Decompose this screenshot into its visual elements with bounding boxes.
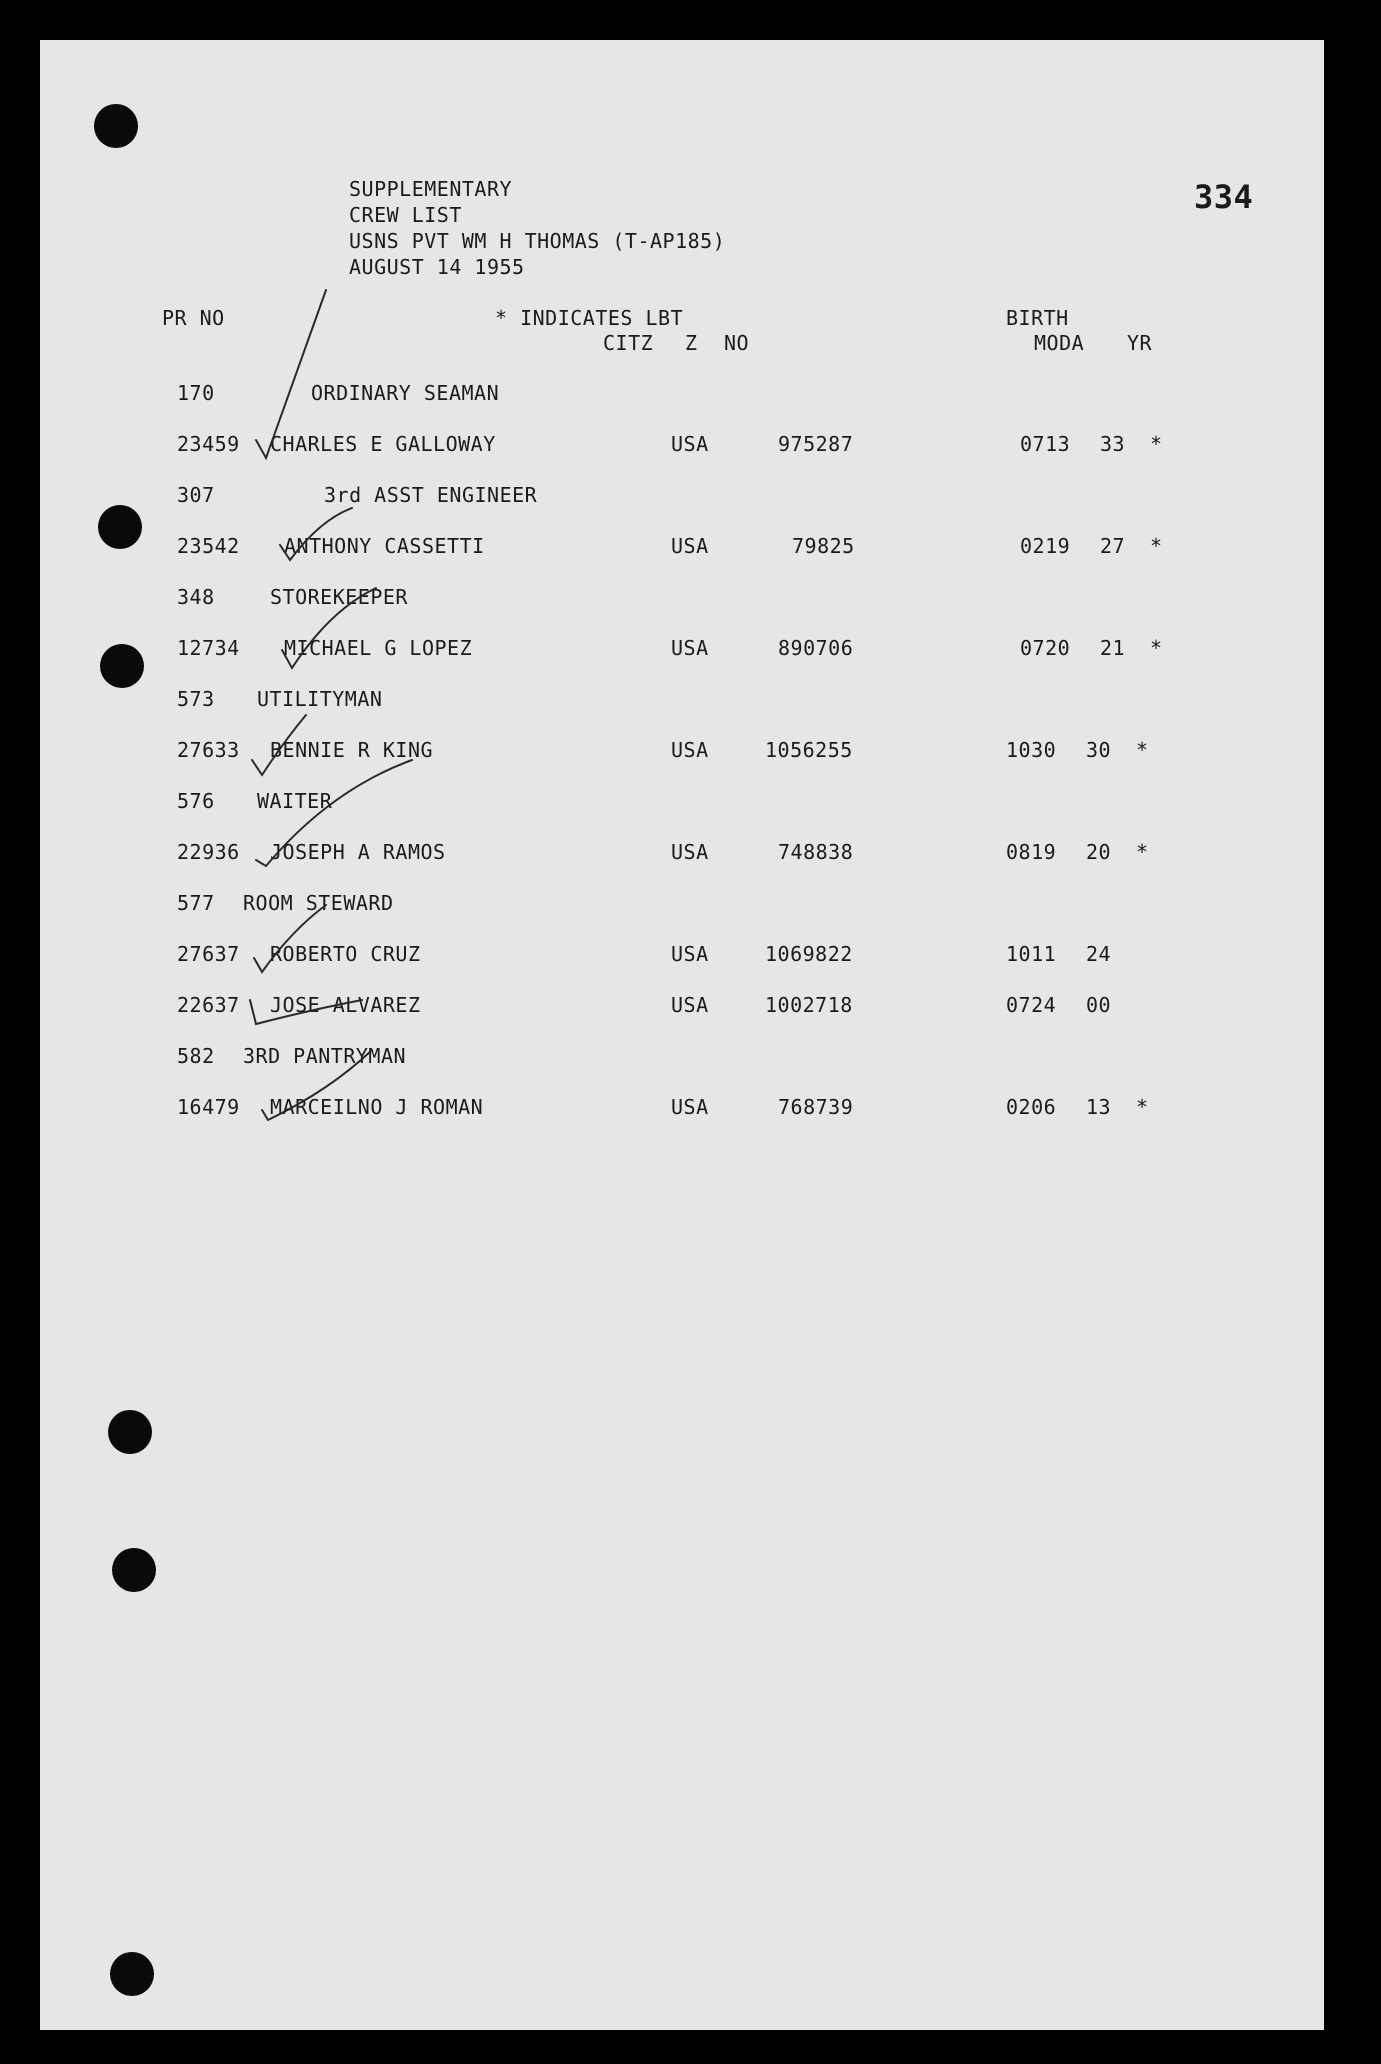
section-code: 573 [177, 687, 215, 711]
citizenship: USA [671, 432, 709, 456]
crew-name: JOSEPH A RAMOS [270, 840, 446, 864]
crew-row [0, 942, 1381, 972]
z-number: 1056255 [765, 738, 853, 762]
citizenship: USA [671, 738, 709, 762]
crew-row [0, 432, 1381, 462]
crew-name: ANTHONY CASSETTI [284, 534, 485, 558]
lbt-mark: * [1150, 636, 1163, 660]
section-title: 3rd ASST ENGINEER [324, 483, 538, 507]
section-title: 3RD PANTRYMAN [243, 1044, 407, 1068]
crew-name: MICHAEL G LOPEZ [284, 636, 473, 660]
header-line-3: USNS PVT WM H THOMAS (T-AP185) [349, 229, 726, 253]
lbt-mark: * [1150, 534, 1163, 558]
section-row [0, 585, 1381, 615]
section-code: 170 [177, 381, 215, 405]
section-title: ROOM STEWARD [243, 891, 394, 915]
pr-number: 27637 [177, 942, 240, 966]
crew-row [0, 1095, 1381, 1125]
pr-number: 12734 [177, 636, 240, 660]
crew-row [0, 738, 1381, 768]
birth-yr: 33 [1100, 432, 1126, 456]
section-title: WAITER [257, 789, 333, 813]
z-number: 79825 [792, 534, 855, 558]
birth-moda: 0819 [1006, 840, 1057, 864]
section-row [0, 789, 1381, 819]
section-code: 348 [177, 585, 215, 609]
citizenship: USA [671, 993, 709, 1017]
z-number: 890706 [778, 636, 854, 660]
col-pr-no: PR NO [162, 306, 225, 330]
citizenship: USA [671, 942, 709, 966]
z-number: 768739 [778, 1095, 854, 1119]
citizenship: USA [671, 840, 709, 864]
punch-hole [110, 1952, 154, 1996]
birth-yr: 21 [1100, 636, 1126, 660]
section-row [0, 1044, 1381, 1074]
section-code: 582 [177, 1044, 215, 1068]
birth-yr: 20 [1086, 840, 1112, 864]
section-row [0, 687, 1381, 717]
birth-yr: 24 [1086, 942, 1112, 966]
crew-row [0, 840, 1381, 870]
crew-name: BENNIE R KING [270, 738, 434, 762]
crew-name: JOSE ALVAREZ [270, 993, 421, 1017]
col-no: NO [724, 331, 750, 355]
pr-number: 22936 [177, 840, 240, 864]
birth-moda: 1030 [1006, 738, 1057, 762]
pr-number: 22637 [177, 993, 240, 1017]
section-row [0, 483, 1381, 513]
page-number: 334 [1194, 178, 1254, 216]
col-indicates-lbt: * INDICATES LBT [495, 306, 684, 330]
col-yr: YR [1127, 331, 1153, 355]
col-moda: MODA [1034, 331, 1085, 355]
birth-moda: 0724 [1006, 993, 1057, 1017]
crew-row [0, 534, 1381, 564]
crew-name: MARCEILNO J ROMAN [270, 1095, 484, 1119]
section-title: UTILITYMAN [257, 687, 383, 711]
pr-number: 16479 [177, 1095, 240, 1119]
citizenship: USA [671, 534, 709, 558]
pr-number: 23459 [177, 432, 240, 456]
citizenship: USA [671, 1095, 709, 1119]
section-title: ORDINARY SEAMAN [311, 381, 500, 405]
birth-yr: 13 [1086, 1095, 1112, 1119]
birth-moda: 0713 [1020, 432, 1071, 456]
pr-number: 27633 [177, 738, 240, 762]
punch-hole [108, 1410, 152, 1454]
birth-yr: 00 [1086, 993, 1112, 1017]
punch-hole [112, 1548, 156, 1592]
section-row [0, 891, 1381, 921]
section-code: 577 [177, 891, 215, 915]
header-line-1: SUPPLEMENTARY [349, 177, 513, 201]
crew-row [0, 636, 1381, 666]
z-number: 748838 [778, 840, 854, 864]
section-row [0, 381, 1381, 411]
pr-number: 23542 [177, 534, 240, 558]
birth-moda: 0720 [1020, 636, 1071, 660]
lbt-mark: * [1136, 738, 1149, 762]
header-line-2: CREW LIST [349, 203, 462, 227]
col-z: Z [685, 331, 698, 355]
z-number: 975287 [778, 432, 854, 456]
citizenship: USA [671, 636, 709, 660]
col-citz: CITZ [603, 331, 654, 355]
z-number: 1069822 [765, 942, 853, 966]
section-code: 576 [177, 789, 215, 813]
header-line-4: AUGUST 14 1955 [349, 255, 525, 279]
section-title: STOREKEEPER [270, 585, 408, 609]
crew-row [0, 993, 1381, 1023]
lbt-mark: * [1136, 1095, 1149, 1119]
birth-moda: 1011 [1006, 942, 1057, 966]
lbt-mark: * [1150, 432, 1163, 456]
lbt-mark: * [1136, 840, 1149, 864]
crew-name: ROBERTO CRUZ [270, 942, 421, 966]
birth-moda: 0219 [1020, 534, 1071, 558]
crew-name: CHARLES E GALLOWAY [270, 432, 496, 456]
col-birth: BIRTH [1006, 306, 1069, 330]
birth-yr: 30 [1086, 738, 1112, 762]
section-code: 307 [177, 483, 215, 507]
birth-moda: 0206 [1006, 1095, 1057, 1119]
punch-hole [94, 104, 138, 148]
z-number: 1002718 [765, 993, 853, 1017]
birth-yr: 27 [1100, 534, 1126, 558]
